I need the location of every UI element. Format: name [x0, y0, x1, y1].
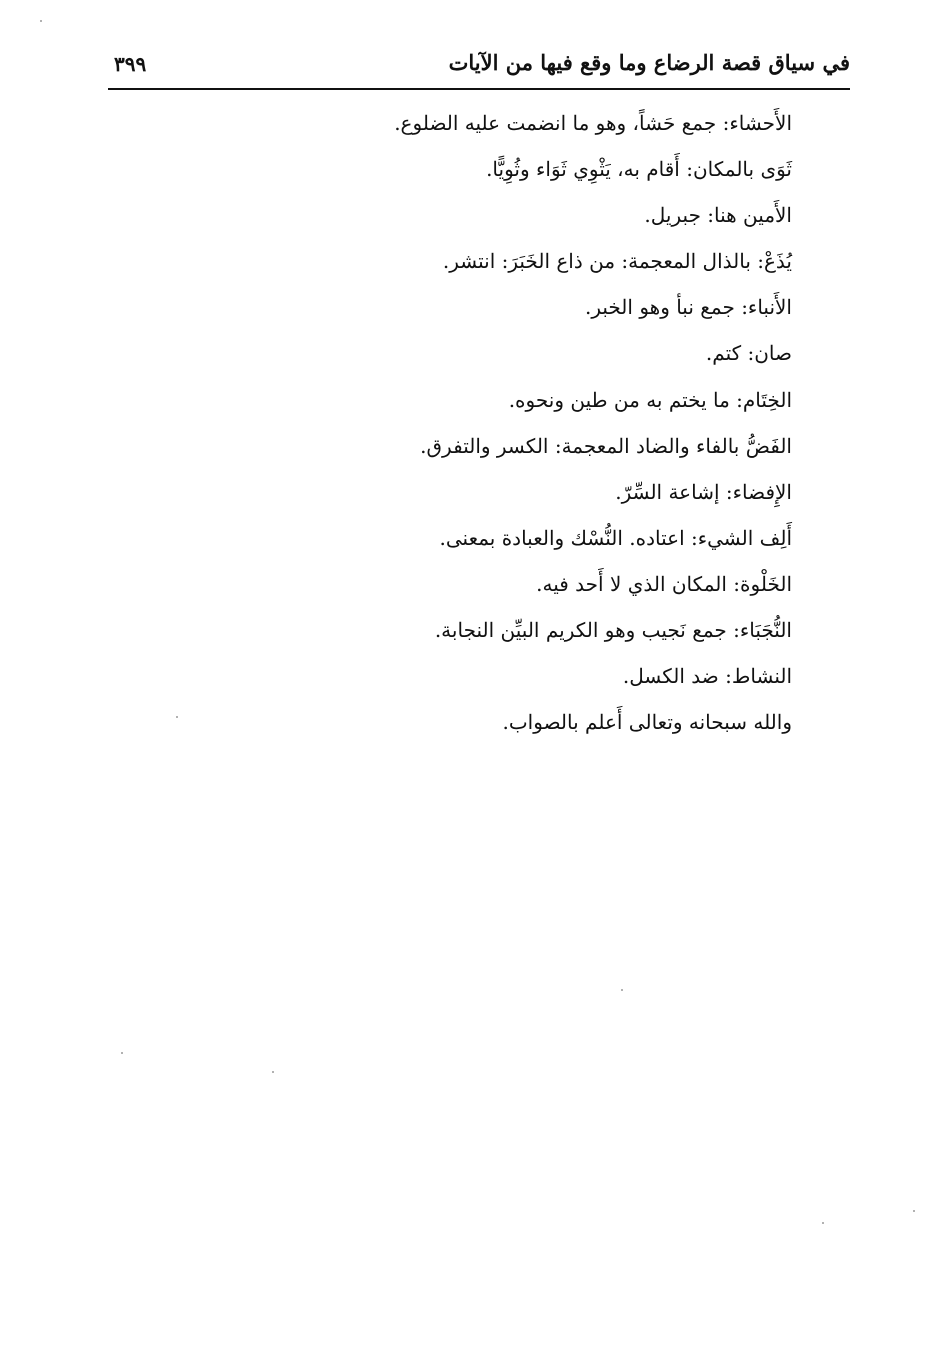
- scan-speck: [176, 716, 178, 718]
- glossary-entry-khalwa: الخَلْوة: المكان الذي لا أَحد فيه.: [536, 571, 792, 596]
- glossary-entry-amin: الأَمين هنا: جبريل.: [644, 203, 792, 228]
- running-title: في سياق قصة الرضاع وما وقع فيها من الآيات: [448, 50, 850, 75]
- glossary-entry-ifda: الإِفضاء: إشاعة السِّرّ.: [615, 479, 792, 504]
- glossary-entry-fadd: الفَضُّ بالفاء والضاد المعجمة: الكسر والتفرق.: [420, 433, 792, 458]
- glossary-entry-thawa: ثَوَى بالمكان: أَقام به، يَثْوِي ثَوَاء وثُوِيًّا.: [486, 157, 792, 182]
- scan-speck: [913, 1210, 915, 1212]
- scan-speck: [121, 1052, 123, 1054]
- scan-speck: [621, 989, 623, 991]
- glossary-entry-alif: أَلِف الشيء: اعتاده. النُّسْك والعبادة بمعنى.: [439, 525, 792, 550]
- closing-line: والله سبحانه وتعالى أَعلم بالصواب.: [502, 710, 792, 735]
- scan-speck: [272, 1071, 274, 1073]
- glossary-entry-anba: الأَنباء: جمع نبأ وهو الخبر.: [584, 295, 792, 320]
- scan-speck: [822, 1222, 824, 1224]
- glossary-entry-khitam: الخِتَام: ما يختم به من طين ونحوه.: [508, 387, 792, 412]
- glossary-entry-ahsha: الأَحشاء: جمع حَشاً، وهو ما انضمت عليه الضلوع.: [394, 111, 792, 135]
- glossary-entry-nashat: النشاط: ضد الكسل.: [622, 664, 792, 689]
- glossary-entry-saan: صان: كتم.: [705, 341, 792, 366]
- page-number: ٣٩٩: [114, 52, 147, 76]
- glossary-entry-yudha: يُذَعْ: بالذال المعجمة: من ذاع الخَبَرَ: انتشر.: [442, 249, 792, 274]
- scan-speck: [40, 20, 42, 22]
- glossary-entry-nujaba: النُّجَبَاء: جمع نَجيب وهو الكريم البيِّن النجابة.: [434, 618, 792, 643]
- glossary-list: [192, 100, 792, 745]
- page-header: [108, 46, 850, 90]
